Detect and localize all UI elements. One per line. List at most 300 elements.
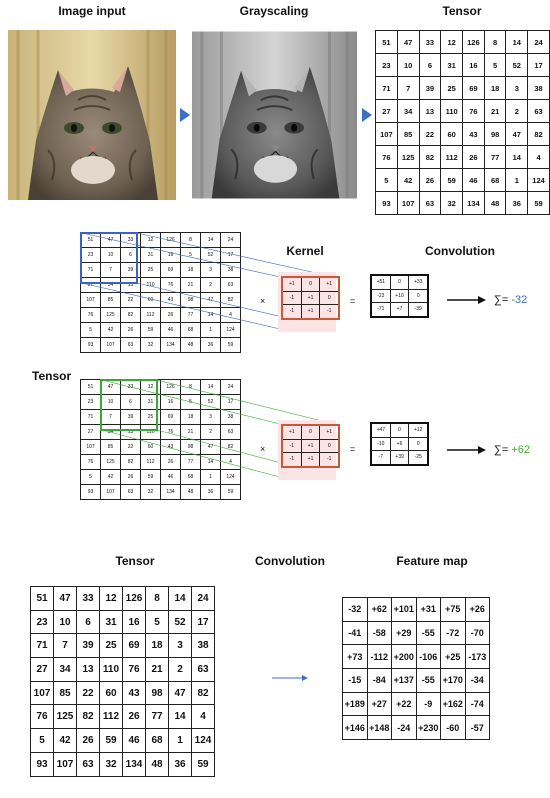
top-tensor-title: Tensor: [442, 4, 482, 18]
grid-cell: 21: [484, 100, 506, 123]
grid-cell: 47: [54, 587, 77, 611]
grid-cell: 48: [484, 192, 506, 215]
grid-cell: 4: [221, 455, 241, 470]
grid-cell: -7: [371, 451, 390, 465]
grid-cell: 26: [463, 146, 485, 169]
grid-cell: -23: [371, 289, 390, 303]
grid-cell: -74: [465, 692, 490, 716]
grid-cell: 14: [169, 587, 192, 611]
multiply-symbol-2: ×: [260, 444, 266, 454]
grid-cell: 48: [181, 338, 201, 353]
grid-cell: 5: [181, 395, 201, 410]
grid-cell: 63: [528, 100, 550, 123]
sum-result-1: [494, 294, 527, 306]
grid-cell: 125: [54, 705, 77, 729]
grid-cell: 33: [419, 31, 441, 54]
grid-cell: 82: [192, 681, 215, 705]
grid-cell: 14: [506, 31, 528, 54]
grid-cell: 26: [161, 455, 181, 470]
grid-cell: 125: [397, 146, 419, 169]
grid-cell: 112: [141, 308, 161, 323]
grid-cell: -1: [282, 305, 301, 319]
grid-cell: +7: [390, 303, 409, 317]
grid-cell: 63: [221, 278, 241, 293]
feature-map-grid: [342, 597, 490, 740]
grid-cell: 0: [409, 289, 428, 303]
grid-cell: 63: [121, 485, 141, 500]
grid-cell: +75: [441, 598, 466, 622]
grid-cell: 18: [484, 77, 506, 100]
grid-cell: 98: [146, 681, 169, 705]
grid-cell: 6: [121, 248, 141, 263]
grid-cell: 34: [54, 658, 77, 682]
grid-cell: +1: [282, 277, 301, 291]
grid-cell: 21: [181, 278, 201, 293]
grid-cell: 22: [419, 123, 441, 146]
grid-cell: 71: [376, 77, 398, 100]
grid-cell: 36: [169, 752, 192, 776]
grid-cell: 24: [192, 587, 215, 611]
grid-cell: 10: [397, 54, 419, 77]
grid-cell: -1: [320, 453, 339, 467]
grid-cell: 59: [141, 323, 161, 338]
grid-row: [343, 598, 490, 622]
grid-cell: 126: [463, 31, 485, 54]
grid-cell: 125: [101, 455, 121, 470]
grid-row: [282, 305, 339, 319]
grid-cell: 32: [100, 752, 123, 776]
grid-cell: 68: [484, 169, 506, 192]
grid-cell: 82: [77, 705, 100, 729]
grid-row: [343, 645, 490, 669]
grid-cell: -15: [343, 669, 368, 693]
grid-cell: 23: [81, 248, 101, 263]
grid-cell: +1: [301, 305, 320, 319]
grid-cell: 48: [146, 752, 169, 776]
grid-cell: 82: [221, 440, 241, 455]
grid-cell: 1: [506, 169, 528, 192]
grid-cell: 3: [201, 263, 221, 278]
grid-cell: 2: [201, 278, 221, 293]
kernel-title: Kernel: [286, 244, 324, 258]
grid-cell: 85: [54, 681, 77, 705]
grid-cell: 107: [397, 192, 419, 215]
grid-cell: 5: [31, 729, 54, 753]
grid-cell: 0: [301, 277, 320, 291]
grid-cell: 69: [161, 263, 181, 278]
grid-cell: 26: [161, 308, 181, 323]
grid-cell: 69: [463, 77, 485, 100]
arrow-right-icon: [272, 674, 308, 682]
grid-cell: 7: [101, 263, 121, 278]
grid-cell: 46: [161, 323, 181, 338]
grid-cell: 18: [146, 634, 169, 658]
middle-tensor-label: Tensor: [32, 369, 72, 383]
grid-cell: 36: [201, 485, 221, 500]
grid-cell: 47: [169, 681, 192, 705]
grid-cell: 59: [528, 192, 550, 215]
grid-cell: -9: [416, 692, 441, 716]
grid-cell: 47: [506, 123, 528, 146]
grid-cell: 107: [101, 338, 121, 353]
grid-cell: 48: [181, 485, 201, 500]
grid-row: [371, 451, 428, 465]
equals-symbol-2: =: [350, 444, 356, 454]
sum-value: -32: [511, 294, 528, 306]
grid-cell: 10: [101, 248, 121, 263]
grid-cell: 18: [181, 263, 201, 278]
grid-cell: 107: [81, 440, 101, 455]
grid-cell: +230: [416, 716, 441, 740]
grid-row: [31, 681, 215, 705]
grid-cell: 8: [484, 31, 506, 54]
grid-cell: 22: [121, 293, 141, 308]
grid-cell: +29: [392, 621, 417, 645]
grid-cell: 77: [181, 455, 201, 470]
grid-cell: +26: [465, 598, 490, 622]
grid-cell: 3: [169, 634, 192, 658]
grid-row: [343, 716, 490, 740]
grid-cell: -34: [465, 669, 490, 693]
grid-cell: 12: [100, 587, 123, 611]
grid-cell: 26: [419, 169, 441, 192]
grid-cell: 68: [146, 729, 169, 753]
grid-cell: 46: [463, 169, 485, 192]
grid-cell: 32: [141, 485, 161, 500]
image-input-title: Image input: [58, 4, 126, 18]
grid-cell: 85: [101, 440, 121, 455]
grid-cell: 26: [121, 470, 141, 485]
grid-cell: 25: [100, 634, 123, 658]
grid-cell: 39: [121, 410, 141, 425]
grid-cell: 124: [221, 470, 241, 485]
grid-cell: 0: [390, 275, 409, 289]
grid-cell: 5: [81, 323, 101, 338]
grid-cell: +101: [392, 598, 417, 622]
grid-cell: 38: [192, 634, 215, 658]
grid-cell: 14: [506, 146, 528, 169]
grid-cell: 125: [101, 308, 121, 323]
grid-cell: +1: [301, 439, 320, 453]
grid-cell: 26: [123, 705, 146, 729]
grid-cell: 26: [121, 323, 141, 338]
grid-cell: 43: [123, 681, 146, 705]
kernel-grid-2: [281, 424, 340, 468]
grid-cell: 17: [192, 610, 215, 634]
grid-cell: 21: [181, 425, 201, 440]
grid-cell: 3: [201, 410, 221, 425]
grid-cell: +51: [371, 275, 390, 289]
grid-cell: 31: [100, 610, 123, 634]
grid-cell: 8: [181, 380, 201, 395]
kernel-grid-1: [281, 276, 340, 320]
grid-cell: 12: [141, 380, 161, 395]
grid-cell: 52: [506, 54, 528, 77]
grid-cell: 126: [161, 380, 181, 395]
sum-result-2: [494, 444, 530, 456]
grid-cell: -72: [441, 621, 466, 645]
grid-cell: 16: [463, 54, 485, 77]
grid-cell: 76: [463, 100, 485, 123]
grid-cell: 47: [397, 31, 419, 54]
grid-cell: 52: [201, 395, 221, 410]
grid-cell: 42: [54, 729, 77, 753]
grid-cell: 112: [100, 705, 123, 729]
grid-cell: 98: [181, 293, 201, 308]
grid-cell: 39: [419, 77, 441, 100]
grid-cell: -71: [371, 303, 390, 317]
grid-cell: 10: [54, 610, 77, 634]
grid-cell: 34: [101, 278, 121, 293]
grid-cell: +25: [441, 645, 466, 669]
grid-cell: -1: [320, 305, 339, 319]
grid-cell: 69: [123, 634, 146, 658]
grid-cell: -60: [441, 716, 466, 740]
grid-cell: 2: [201, 425, 221, 440]
grid-cell: 5: [376, 169, 398, 192]
grid-cell: 60: [141, 440, 161, 455]
grid-cell: 38: [221, 410, 241, 425]
grid-cell: +62: [367, 598, 392, 622]
grid-row: [31, 658, 215, 682]
grid-cell: 47: [101, 233, 121, 248]
grid-row: [343, 692, 490, 716]
grid-cell: 134: [161, 338, 181, 353]
grid-cell: 134: [463, 192, 485, 215]
grid-cell: 42: [101, 470, 121, 485]
grid-cell: 14: [201, 233, 221, 248]
grid-cell: 16: [123, 610, 146, 634]
grid-cell: +10: [390, 289, 409, 303]
grid-cell: 82: [419, 146, 441, 169]
grid-cell: -112: [367, 645, 392, 669]
grid-cell: 76: [376, 146, 398, 169]
grid-cell: 1: [169, 729, 192, 753]
grid-row: [31, 610, 215, 634]
grid-cell: 110: [141, 425, 161, 440]
grid-cell: +31: [416, 598, 441, 622]
grid-cell: 51: [81, 233, 101, 248]
grid-cell: +39: [390, 451, 409, 465]
grid-cell: 93: [81, 485, 101, 500]
grid-cell: 17: [221, 248, 241, 263]
grid-cell: +47: [371, 423, 390, 437]
grid-cell: 36: [201, 338, 221, 353]
grid-cell: 13: [121, 278, 141, 293]
grid-cell: 124: [221, 323, 241, 338]
grid-cell: 6: [419, 54, 441, 77]
grid-cell: -106: [416, 645, 441, 669]
grid-cell: 77: [484, 146, 506, 169]
grid-cell: +1: [282, 425, 301, 439]
grid-cell: 47: [101, 380, 121, 395]
equals-symbol-1: =: [350, 296, 356, 306]
grid-cell: 107: [101, 485, 121, 500]
grid-cell: -84: [367, 669, 392, 693]
grid-cell: 6: [121, 395, 141, 410]
grid-cell: 0: [320, 291, 339, 305]
grid-cell: 77: [181, 308, 201, 323]
grid-cell: 10: [101, 395, 121, 410]
grid-cell: 23: [31, 610, 54, 634]
grid-cell: 0: [320, 439, 339, 453]
grid-cell: 23: [81, 395, 101, 410]
grid-cell: 3: [506, 77, 528, 100]
grid-cell: 134: [123, 752, 146, 776]
grid-cell: 23: [376, 54, 398, 77]
grid-cell: 2: [506, 100, 528, 123]
grid-cell: 7: [397, 77, 419, 100]
grid-cell: +148: [367, 716, 392, 740]
grid-row: [282, 277, 339, 291]
grid-cell: 4: [221, 308, 241, 323]
grid-cell: 46: [123, 729, 146, 753]
grid-cell: 93: [31, 752, 54, 776]
grid-cell: 0: [301, 425, 320, 439]
grid-cell: 42: [101, 323, 121, 338]
grid-cell: -58: [367, 621, 392, 645]
grid-cell: 32: [441, 192, 463, 215]
grid-cell: 38: [528, 77, 550, 100]
grid-cell: 27: [376, 100, 398, 123]
grid-cell: 51: [376, 31, 398, 54]
grid-row: [343, 621, 490, 645]
grid-cell: 126: [123, 587, 146, 611]
grid-cell: 4: [528, 146, 550, 169]
grid-cell: 31: [141, 395, 161, 410]
grid-cell: +1: [301, 291, 320, 305]
grid-cell: +27: [367, 692, 392, 716]
grid-cell: 63: [121, 338, 141, 353]
grid-cell: 51: [31, 587, 54, 611]
grid-cell: 14: [201, 380, 221, 395]
grid-cell: 39: [77, 634, 100, 658]
grid-cell: 76: [161, 425, 181, 440]
grayscaling-title: Grayscaling: [239, 4, 309, 18]
grid-cell: 59: [141, 470, 161, 485]
grid-cell: 8: [146, 587, 169, 611]
grid-cell: 69: [161, 410, 181, 425]
grid-cell: 13: [121, 425, 141, 440]
grid-cell: -41: [343, 621, 368, 645]
grid-cell: 0: [409, 437, 428, 451]
grid-cell: +162: [441, 692, 466, 716]
grid-cell: 82: [221, 293, 241, 308]
grid-cell: 22: [77, 681, 100, 705]
grid-cell: +73: [343, 645, 368, 669]
grid-cell: -173: [465, 645, 490, 669]
grid-cell: 59: [192, 752, 215, 776]
grid-cell: 59: [221, 485, 241, 500]
grid-cell: +1: [301, 453, 320, 467]
grid-cell: +200: [392, 645, 417, 669]
sum-symbol: ∑=: [494, 294, 509, 306]
grid-row: [31, 634, 215, 658]
convolution-grid-2: [370, 422, 429, 466]
grid-cell: 14: [201, 455, 221, 470]
grid-cell: 5: [81, 470, 101, 485]
grid-cell: 24: [221, 233, 241, 248]
grid-cell: 63: [77, 752, 100, 776]
grid-cell: 43: [161, 440, 181, 455]
grid-cell: 82: [121, 308, 141, 323]
grid-cell: +137: [392, 669, 417, 693]
grid-cell: +33: [409, 275, 428, 289]
multiply-symbol-1: ×: [260, 296, 266, 306]
grid-row: [371, 275, 428, 289]
grid-cell: 68: [181, 470, 201, 485]
sum-symbol: ∑=: [494, 444, 509, 456]
grid-cell: 76: [81, 455, 101, 470]
grid-cell: 124: [528, 169, 550, 192]
grid-cell: 124: [192, 729, 215, 753]
grid-cell: 71: [81, 263, 101, 278]
grid-cell: 43: [463, 123, 485, 146]
grid-cell: 107: [31, 681, 54, 705]
grid-cell: 13: [77, 658, 100, 682]
grid-cell: 25: [141, 410, 161, 425]
grid-row: [282, 439, 339, 453]
grid-cell: 126: [161, 233, 181, 248]
grid-cell: +146: [343, 716, 368, 740]
grid-cell: 17: [221, 395, 241, 410]
grid-cell: 25: [441, 77, 463, 100]
grid-cell: +1: [320, 277, 339, 291]
grid-cell: -55: [416, 621, 441, 645]
grid-cell: 5: [484, 54, 506, 77]
feature-map-title: Feature map: [396, 554, 468, 568]
grid-cell: 26: [77, 729, 100, 753]
grid-cell: 36: [506, 192, 528, 215]
grid-row: [31, 705, 215, 729]
grid-row: [371, 289, 428, 303]
grid-row: [282, 291, 339, 305]
grid-row: [371, 303, 428, 317]
grid-cell: 6: [77, 610, 100, 634]
grid-cell: 24: [221, 380, 241, 395]
grid-cell: 71: [31, 634, 54, 658]
grid-cell: 21: [146, 658, 169, 682]
grid-cell: 17: [528, 54, 550, 77]
grid-row: [31, 729, 215, 753]
grid-cell: +1: [320, 425, 339, 439]
grid-row: [282, 453, 339, 467]
grid-cell: -39: [409, 303, 428, 317]
grid-cell: 22: [121, 440, 141, 455]
grid-cell: 5: [146, 610, 169, 634]
grid-cell: 82: [121, 455, 141, 470]
grid-cell: 24: [528, 31, 550, 54]
grid-cell: 76: [161, 278, 181, 293]
grid-cell: 43: [161, 293, 181, 308]
grid-cell: 68: [181, 323, 201, 338]
grid-cell: 47: [201, 293, 221, 308]
grid-cell: 33: [121, 233, 141, 248]
bottom-tensor-grid: [30, 586, 215, 777]
grid-cell: -25: [409, 451, 428, 465]
grid-cell: 18: [181, 410, 201, 425]
grid-cell: 77: [146, 705, 169, 729]
grid-cell: 98: [181, 440, 201, 455]
grid-cell: 107: [81, 293, 101, 308]
grid-cell: 63: [192, 658, 215, 682]
grid-cell: +6: [390, 437, 409, 451]
grid-cell: +170: [441, 669, 466, 693]
grid-cell: 34: [397, 100, 419, 123]
grid-cell: 110: [141, 278, 161, 293]
grid-cell: 76: [31, 705, 54, 729]
grid-cell: 31: [141, 248, 161, 263]
